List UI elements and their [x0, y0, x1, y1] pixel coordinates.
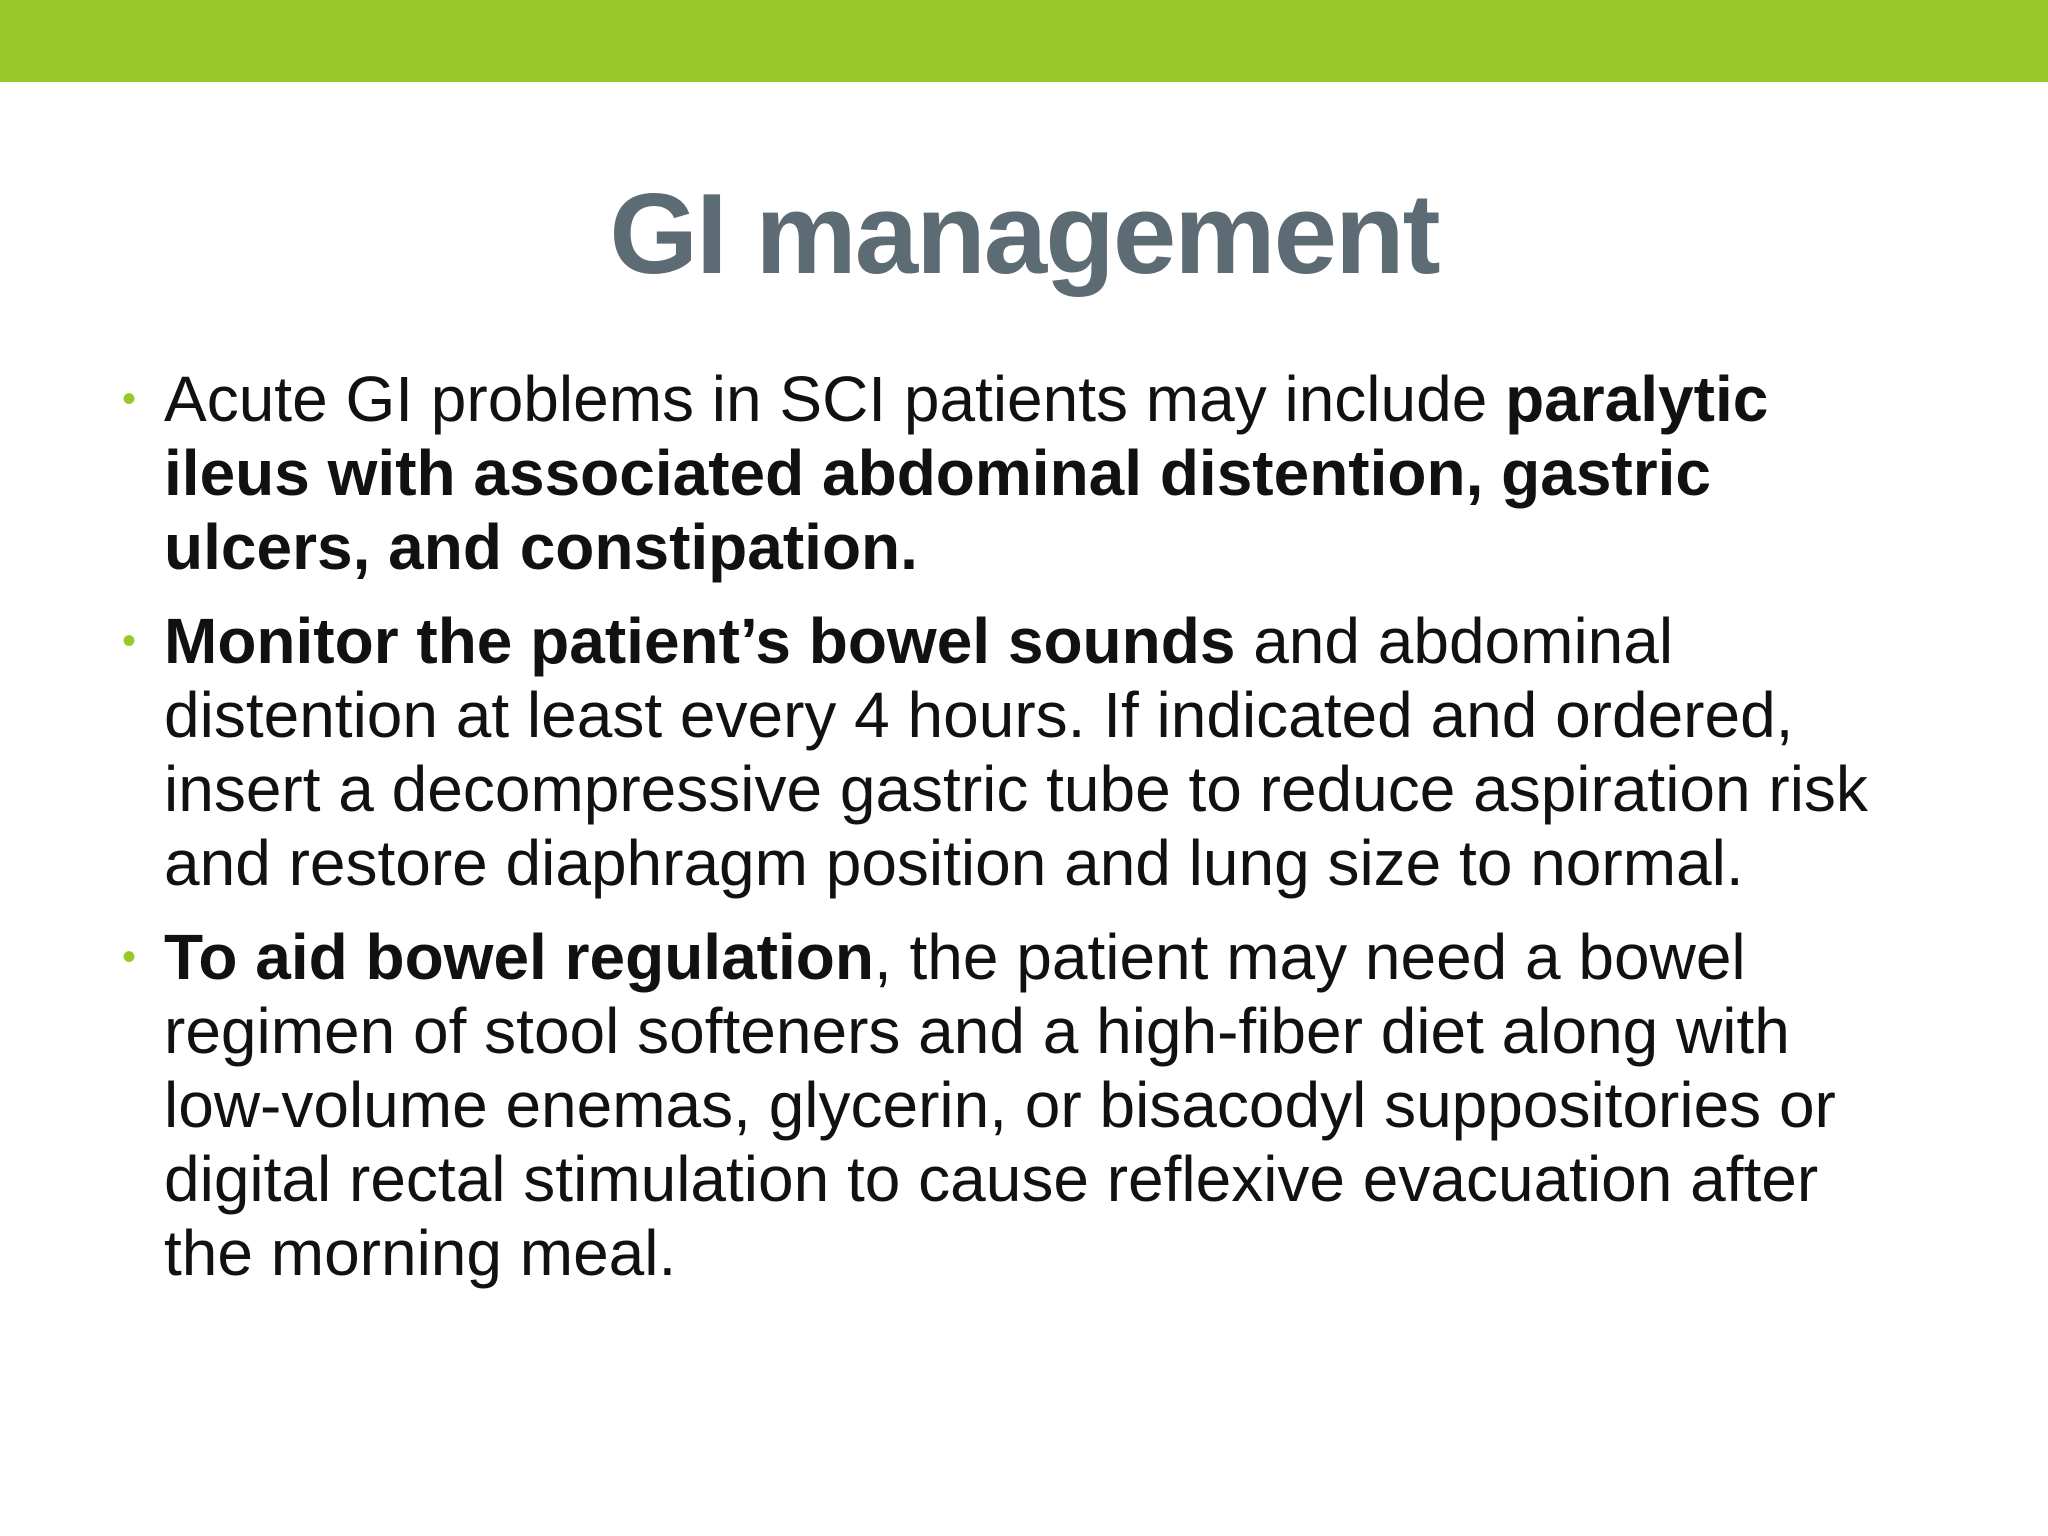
bullet-text: and abdominal distention at least every 4 hours. If indicated and ordered, insert a decompressive gastric tube to reduce aspiration risk and restore diaphragm position and lung size to normal. [164, 605, 1868, 899]
top-accent-bar [0, 0, 2048, 82]
bullet-item-acute-gi-problems [122, 362, 1924, 584]
bullet-text: Acute GI problems in SCI patients may include [164, 363, 1506, 435]
bullet-marker: • [122, 935, 137, 979]
bullet-item-bowel-regulation [122, 920, 1924, 1290]
bullet-bold-text: paralytic ileus with associated abdominal distention, gastric ulcers, and constipation. [164, 363, 1769, 583]
bullet-text: , the patient may need a bowel regimen of stool softeners and a high-fiber diet along with low-volume enemas, glycerin, or bisacodyl suppositories or digital rectal stimulation to cause reflexive evacuation after the morning meal. [164, 921, 1836, 1289]
slide-title: GI management [609, 171, 1439, 298]
bullet-marker: • [122, 619, 137, 663]
bullet-bold-text: Monitor the patient’s bowel sounds [164, 605, 1236, 677]
bullet-item-monitor-bowel-sounds [122, 604, 1924, 900]
bullet-list [122, 362, 1924, 1310]
bullet-bold-text: To aid bowel regulation [164, 921, 874, 993]
bullet-marker: • [122, 377, 137, 421]
